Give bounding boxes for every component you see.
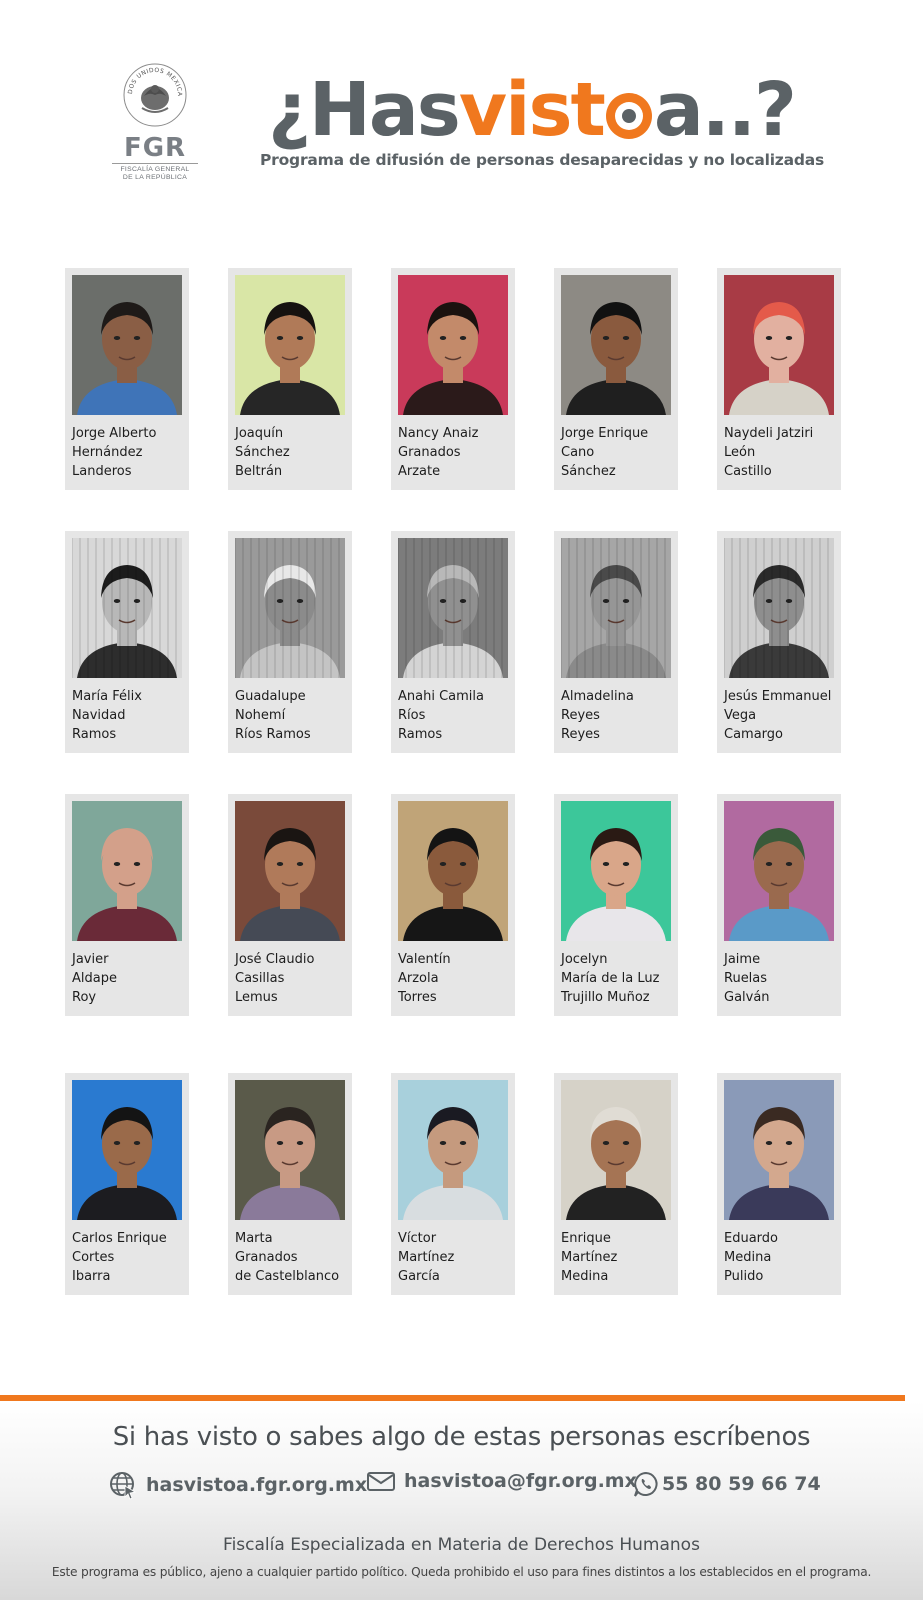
national-seal-icon [122,62,188,128]
person-name-line: Roy [72,990,97,1005]
fgr-logo [112,62,198,182]
person-photo [724,538,834,678]
person-photo [398,275,508,415]
person-name-line: Carlos Enrique [72,1231,167,1246]
person-card [228,1073,352,1295]
program-logo [268,67,795,153]
person-photo [235,275,345,415]
agency-name-line2: DE LA REPÚBLICA [122,174,188,181]
brand-part3: a..? [653,67,795,153]
person-name-line: Valentín [398,952,451,967]
person-card [65,1073,189,1295]
person-name-line: Trujillo Muñoz [561,990,650,1005]
person-name-line: Ramos [72,727,117,742]
person-card [717,531,841,753]
person-name-line: Ibarra [72,1269,111,1284]
person-name [72,1229,190,1286]
person-name-line: Torres [398,990,437,1005]
person-card [554,268,678,490]
person-name-line: Martínez [398,1250,455,1265]
person-name-line: Guadalupe [235,689,306,704]
person-name-line: Hernández [72,445,143,460]
call-to-action: Si has visto o sabes algo de estas personas escríbenos [112,1422,811,1452]
person-photo [561,1080,671,1220]
person-name [398,424,516,481]
eye-icon [606,93,652,139]
person-card [65,531,189,753]
person-name-line: Arzola [398,971,439,986]
person-name-line: García [398,1269,440,1284]
person-photo [72,275,182,415]
person-name-line: María de la Luz [561,971,660,986]
person-name-line: León [724,445,756,460]
person-name [398,1229,516,1286]
person-name [398,950,516,1007]
person-photo [235,1080,345,1220]
person-name-line: Nancy Anaiz [398,426,479,441]
person-name-line: Jorge Enrique [561,426,649,441]
person-name-line: Jorge Alberto [72,426,157,441]
person-name-line: Víctor [398,1231,437,1246]
person-photo [72,801,182,941]
person-name-line: Pulido [724,1269,764,1284]
person-name [235,950,353,1007]
person-card [717,1073,841,1295]
person-photo [561,801,671,941]
person-name [72,950,190,1007]
envelope-icon [366,1470,396,1492]
person-name-line: Ramos [398,727,443,742]
person-name [561,950,679,1007]
person-card [391,531,515,753]
person-card [65,794,189,1016]
person-name [72,424,190,481]
person-name-line: Sánchez [235,445,290,460]
agency-name [112,163,198,182]
person-photo [724,1080,834,1220]
email-contact[interactable] [366,1470,637,1492]
person-card [391,268,515,490]
person-card [554,1073,678,1295]
person-name-line: Beltrán [235,464,283,479]
person-name-line: Medina [561,1269,609,1284]
person-name-line: Joaquín [235,426,284,441]
person-name-line: Ruelas [724,971,768,986]
person-card [717,794,841,1016]
person-name-line: Anahi Camila [398,689,484,704]
person-card [228,531,352,753]
person-name [724,1229,842,1286]
person-name-line: Vega [724,708,757,723]
person-name-line: Cortes [72,1250,115,1265]
email-link[interactable]: hasvistoa@fgr.org.mx [404,1470,637,1492]
person-name-line: Cano [561,445,595,460]
person-name-line: Enrique [561,1231,611,1246]
phone-contact[interactable] [632,1470,821,1498]
brand-part1: ¿Has [268,67,459,153]
program-tagline: Programa de difusión de personas desaparecidas y no localizadas [260,151,825,169]
person-photo [72,538,182,678]
person-name [561,1229,679,1286]
person-photo [724,275,834,415]
brand-part2: vist [458,67,604,153]
person-card [391,794,515,1016]
person-name-line: Naydeli Jatziri [724,426,814,441]
agency-name-line1: FISCALÍA GENERAL [120,166,190,173]
person-photo [561,538,671,678]
person-photo [561,275,671,415]
person-name-line: Ríos Ramos [235,727,311,742]
person-card [554,531,678,753]
person-name-line: Navidad [72,708,126,723]
person-photo [724,801,834,941]
website-link[interactable]: hasvistoa.fgr.org.mx [146,1474,368,1496]
person-photo [235,801,345,941]
person-name-line: Reyes [561,708,600,723]
person-name [398,687,516,744]
person-name-line: Ríos [398,708,426,723]
person-photo [72,1080,182,1220]
person-name-line: Jesús Emmanuel [724,689,832,704]
person-name-line: Javier [72,952,109,967]
person-name [561,687,679,744]
person-name-line: Aldape [72,971,117,986]
legal-disclaimer: Este programa es público, ajeno a cualquier partido político. Queda prohibido el uso para fines distintos a los establecidos en el programa. [51,1565,872,1579]
person-card [228,268,352,490]
person-photo [398,801,508,941]
person-name-line: Martínez [561,1250,618,1265]
person-name-line: Castillo [724,464,772,479]
person-card [717,268,841,490]
person-name-line: José Claudio [235,952,315,967]
person-photo [398,1080,508,1220]
globe-cursor-icon [108,1470,138,1500]
person-name [72,687,190,744]
person-name [235,687,353,744]
person-name-line: Camargo [724,727,783,742]
person-name-line: Marta [235,1231,273,1246]
person-card [228,794,352,1016]
person-name-line: Casillas [235,971,285,986]
website-contact[interactable] [108,1470,367,1500]
person-name-line: Almadelina [561,689,634,704]
whatsapp-icon [632,1470,660,1498]
person-photo [398,538,508,678]
person-name-line: Jaime [724,952,761,967]
person-card [554,794,678,1016]
person-name [235,424,353,481]
person-card [65,268,189,490]
person-name [561,424,679,481]
person-name-line: Galván [724,990,770,1005]
office-name: Fiscalía Especializada en Materia de Derechos Humanos [223,1535,700,1555]
person-name-line: Granados [235,1250,298,1265]
person-name-line: Granados [398,445,461,460]
phone-number[interactable]: 55 80 59 66 74 [662,1473,821,1495]
agency-acronym: FGR [123,133,187,163]
person-name-line: Nohemí [235,708,286,723]
person-name [235,1229,353,1286]
person-name [724,424,842,481]
person-name-line: Medina [724,1250,772,1265]
person-photo [235,538,345,678]
person-name-line: de Castelblanco [235,1269,340,1284]
person-name-line: Jocelyn [561,952,608,967]
seal-caption: DOS UNIDOS MEXICA [126,66,184,97]
person-name-line: Lemus [235,990,278,1005]
person-name-line: Sánchez [561,464,616,479]
person-card [391,1073,515,1295]
person-name-line: Arzate [398,464,441,479]
person-name-line: Landeros [72,464,132,479]
person-name [724,950,842,1007]
person-name-line: María Félix [72,689,142,704]
person-name [724,687,842,744]
person-name-line: Reyes [561,727,600,742]
person-name-line: Eduardo [724,1231,778,1246]
